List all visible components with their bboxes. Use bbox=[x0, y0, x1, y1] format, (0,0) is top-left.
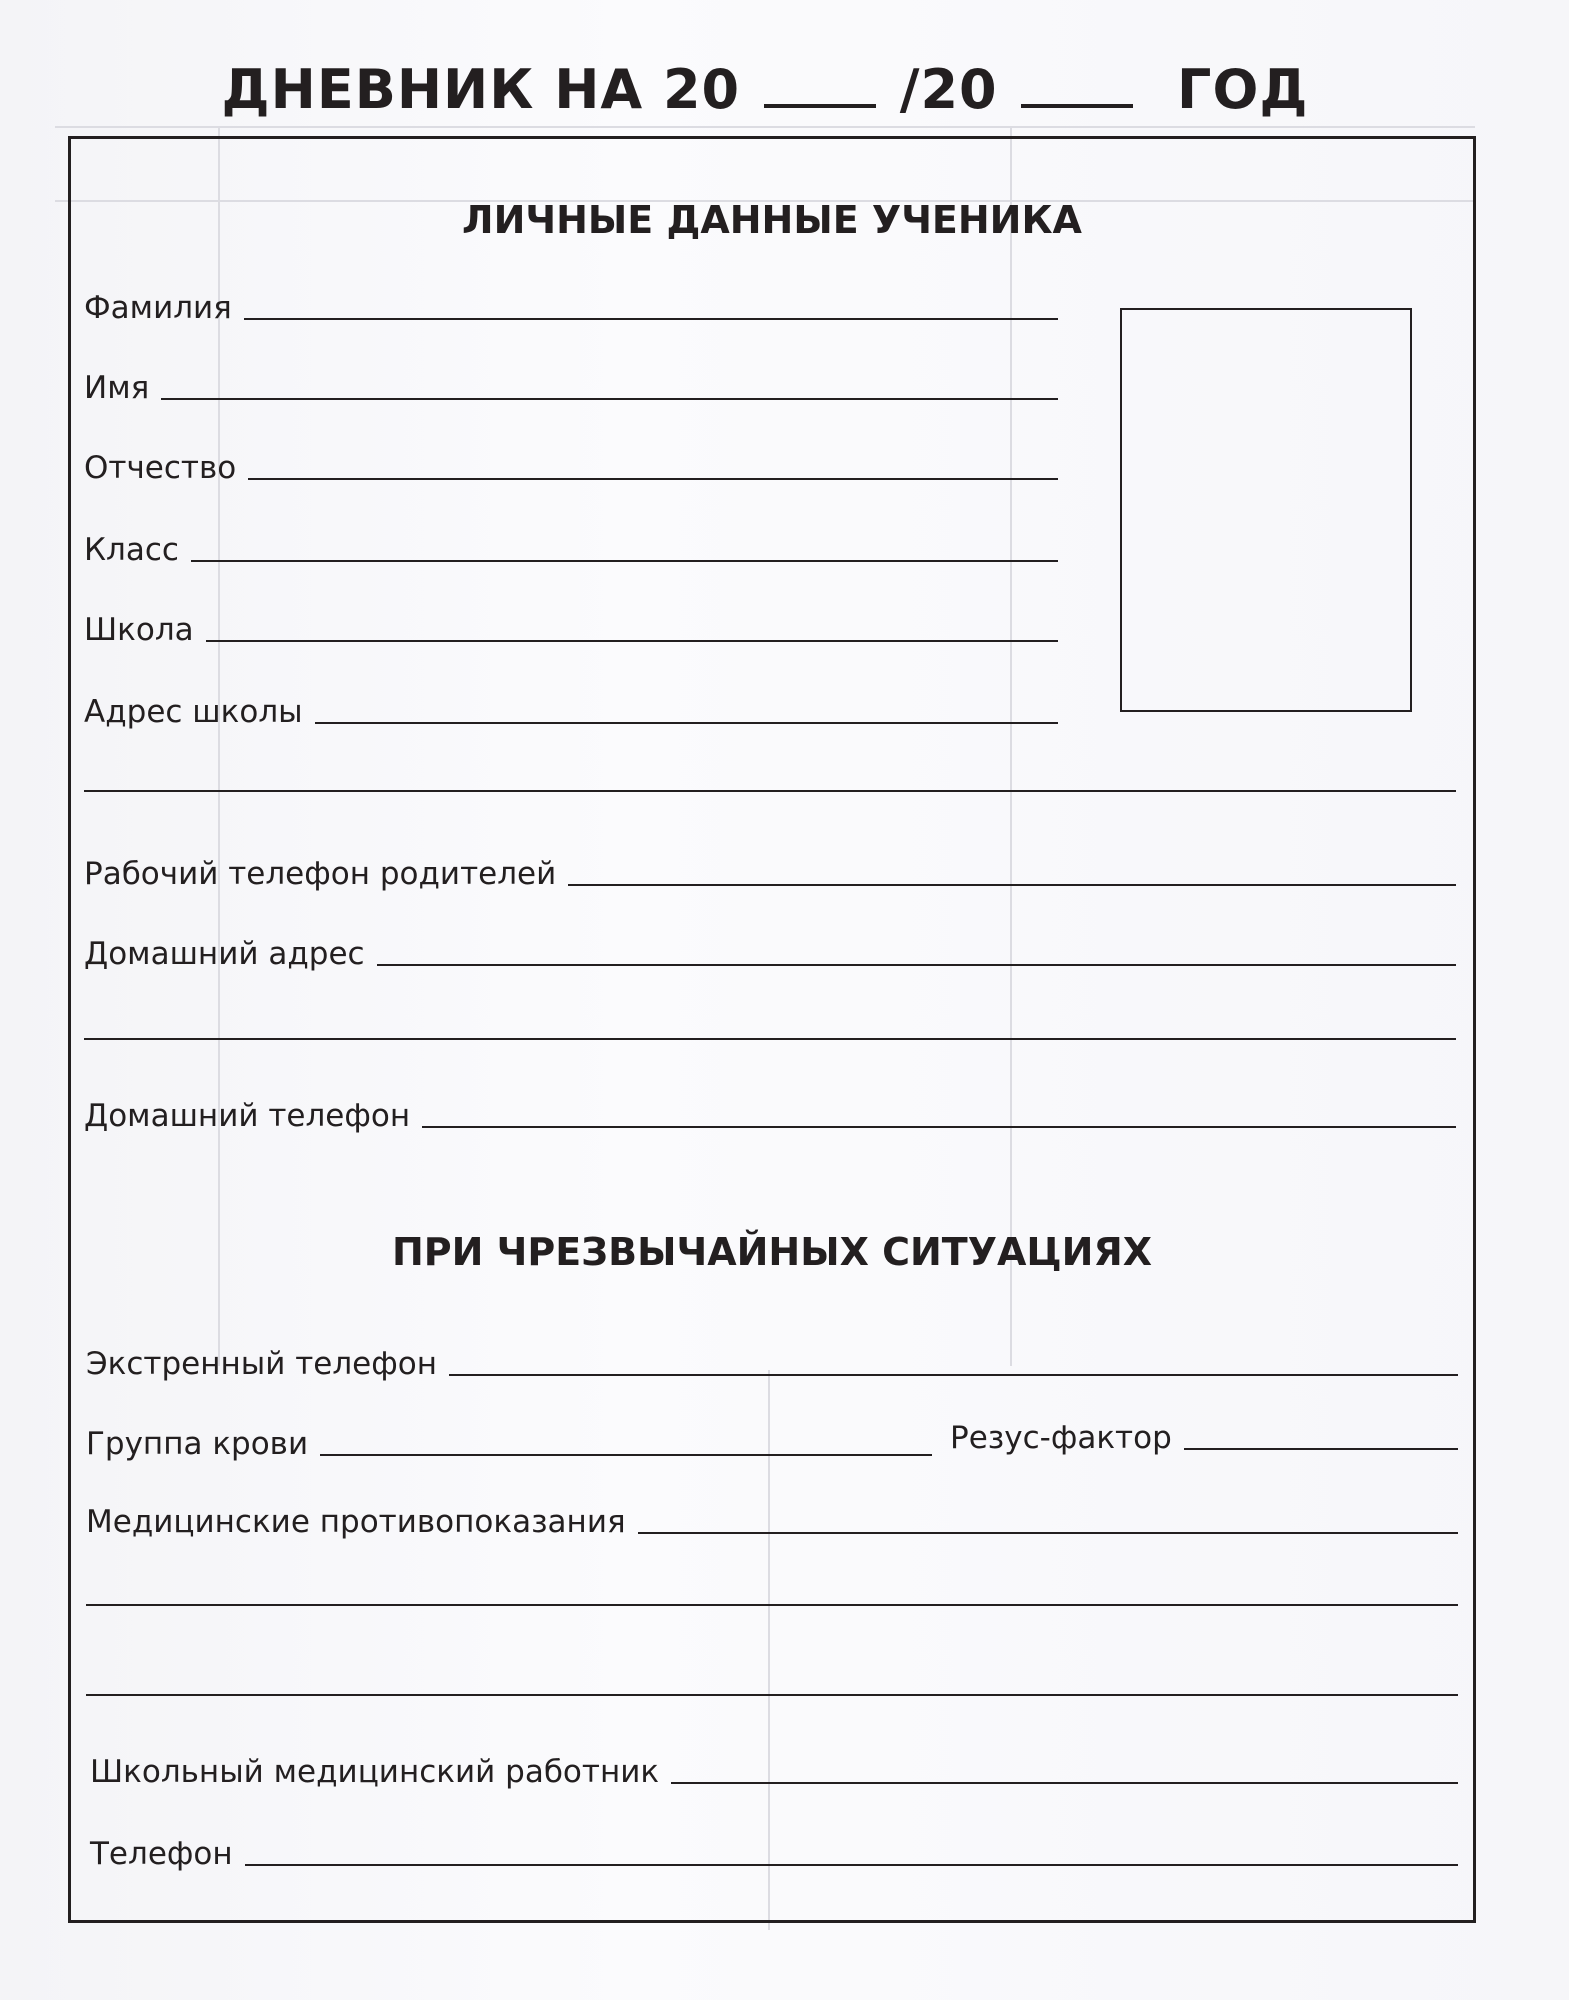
contraindications-row bbox=[86, 1498, 1458, 1542]
school-address-label: Адрес школы bbox=[84, 694, 303, 730]
class-row bbox=[84, 526, 1058, 570]
medic-phone-field[interactable] bbox=[245, 1864, 1458, 1866]
school-medic-row bbox=[90, 1748, 1458, 1792]
rh-factor-field[interactable] bbox=[1184, 1448, 1458, 1450]
first-name-field[interactable] bbox=[161, 398, 1058, 400]
school-field[interactable] bbox=[206, 640, 1058, 642]
personal-section-title: ЛИЧНЫЕ ДАННЫЕ УЧЕНИКА bbox=[462, 198, 1082, 242]
title-suffix: ГОД bbox=[1177, 58, 1309, 121]
title-middle: /20 bbox=[899, 58, 998, 121]
blood-group-label: Группа крови bbox=[86, 1426, 309, 1462]
school-address-row bbox=[84, 688, 1058, 732]
show-through-line bbox=[55, 126, 1475, 128]
class-field[interactable] bbox=[191, 560, 1058, 562]
home-phone-label: Домашний телефон bbox=[84, 1098, 411, 1134]
last-name-label: Фамилия bbox=[84, 290, 232, 326]
medic-phone-label: Телефон bbox=[90, 1836, 233, 1872]
parents-work-phone-label: Рабочий телефон родителей bbox=[84, 856, 557, 892]
last-name-field[interactable] bbox=[244, 318, 1058, 320]
medic-phone-row bbox=[90, 1830, 1458, 1874]
contraindications-extra-line-1[interactable] bbox=[86, 1604, 1458, 1606]
page-title bbox=[0, 58, 1530, 121]
emergency-phone-field[interactable] bbox=[449, 1374, 1458, 1376]
patronymic-label: Отчество bbox=[84, 450, 237, 486]
home-address-label: Домашний адрес bbox=[84, 936, 365, 972]
class-label: Класс bbox=[84, 532, 179, 568]
contraindications-field[interactable] bbox=[638, 1532, 1458, 1534]
patronymic-field[interactable] bbox=[248, 478, 1058, 480]
blood-group-row bbox=[86, 1420, 932, 1464]
last-name-row bbox=[84, 284, 1058, 328]
rh-factor-label: Резус-фактор bbox=[950, 1420, 1172, 1456]
home-address-row bbox=[84, 930, 1456, 974]
home-phone-row bbox=[84, 1092, 1456, 1136]
home-address-field[interactable] bbox=[377, 964, 1456, 966]
parents-work-phone-row bbox=[84, 850, 1456, 894]
contraindications-extra-line-2[interactable] bbox=[86, 1694, 1458, 1696]
contraindications-label: Медицинские противопоказания bbox=[86, 1504, 626, 1540]
year-start-blank[interactable] bbox=[764, 64, 876, 108]
title-prefix: ДНЕВНИК НА 20 bbox=[221, 58, 741, 121]
school-row bbox=[84, 606, 1058, 650]
first-name-row bbox=[84, 364, 1058, 408]
year-end-blank[interactable] bbox=[1021, 64, 1133, 108]
school-address-extra-line[interactable] bbox=[84, 790, 1456, 792]
school-medic-field[interactable] bbox=[671, 1782, 1458, 1784]
first-name-label: Имя bbox=[84, 370, 150, 406]
parents-work-phone-field[interactable] bbox=[568, 884, 1456, 886]
home-address-extra-line[interactable] bbox=[84, 1038, 1456, 1040]
patronymic-row bbox=[84, 444, 1058, 488]
school-label: Школа bbox=[84, 612, 194, 648]
photo-box[interactable] bbox=[1120, 308, 1412, 712]
emergency-section-title: ПРИ ЧРЕЗВЫЧАЙНЫХ СИТУАЦИЯХ bbox=[391, 1230, 1153, 1274]
blood-group-field[interactable] bbox=[320, 1454, 932, 1456]
home-phone-field[interactable] bbox=[422, 1126, 1456, 1128]
emergency-phone-row bbox=[86, 1340, 1458, 1384]
school-address-field[interactable] bbox=[315, 722, 1058, 724]
school-medic-label: Школьный медицинский работник bbox=[90, 1754, 660, 1790]
rh-factor-row bbox=[950, 1414, 1458, 1458]
emergency-phone-label: Экстренный телефон bbox=[86, 1346, 437, 1382]
